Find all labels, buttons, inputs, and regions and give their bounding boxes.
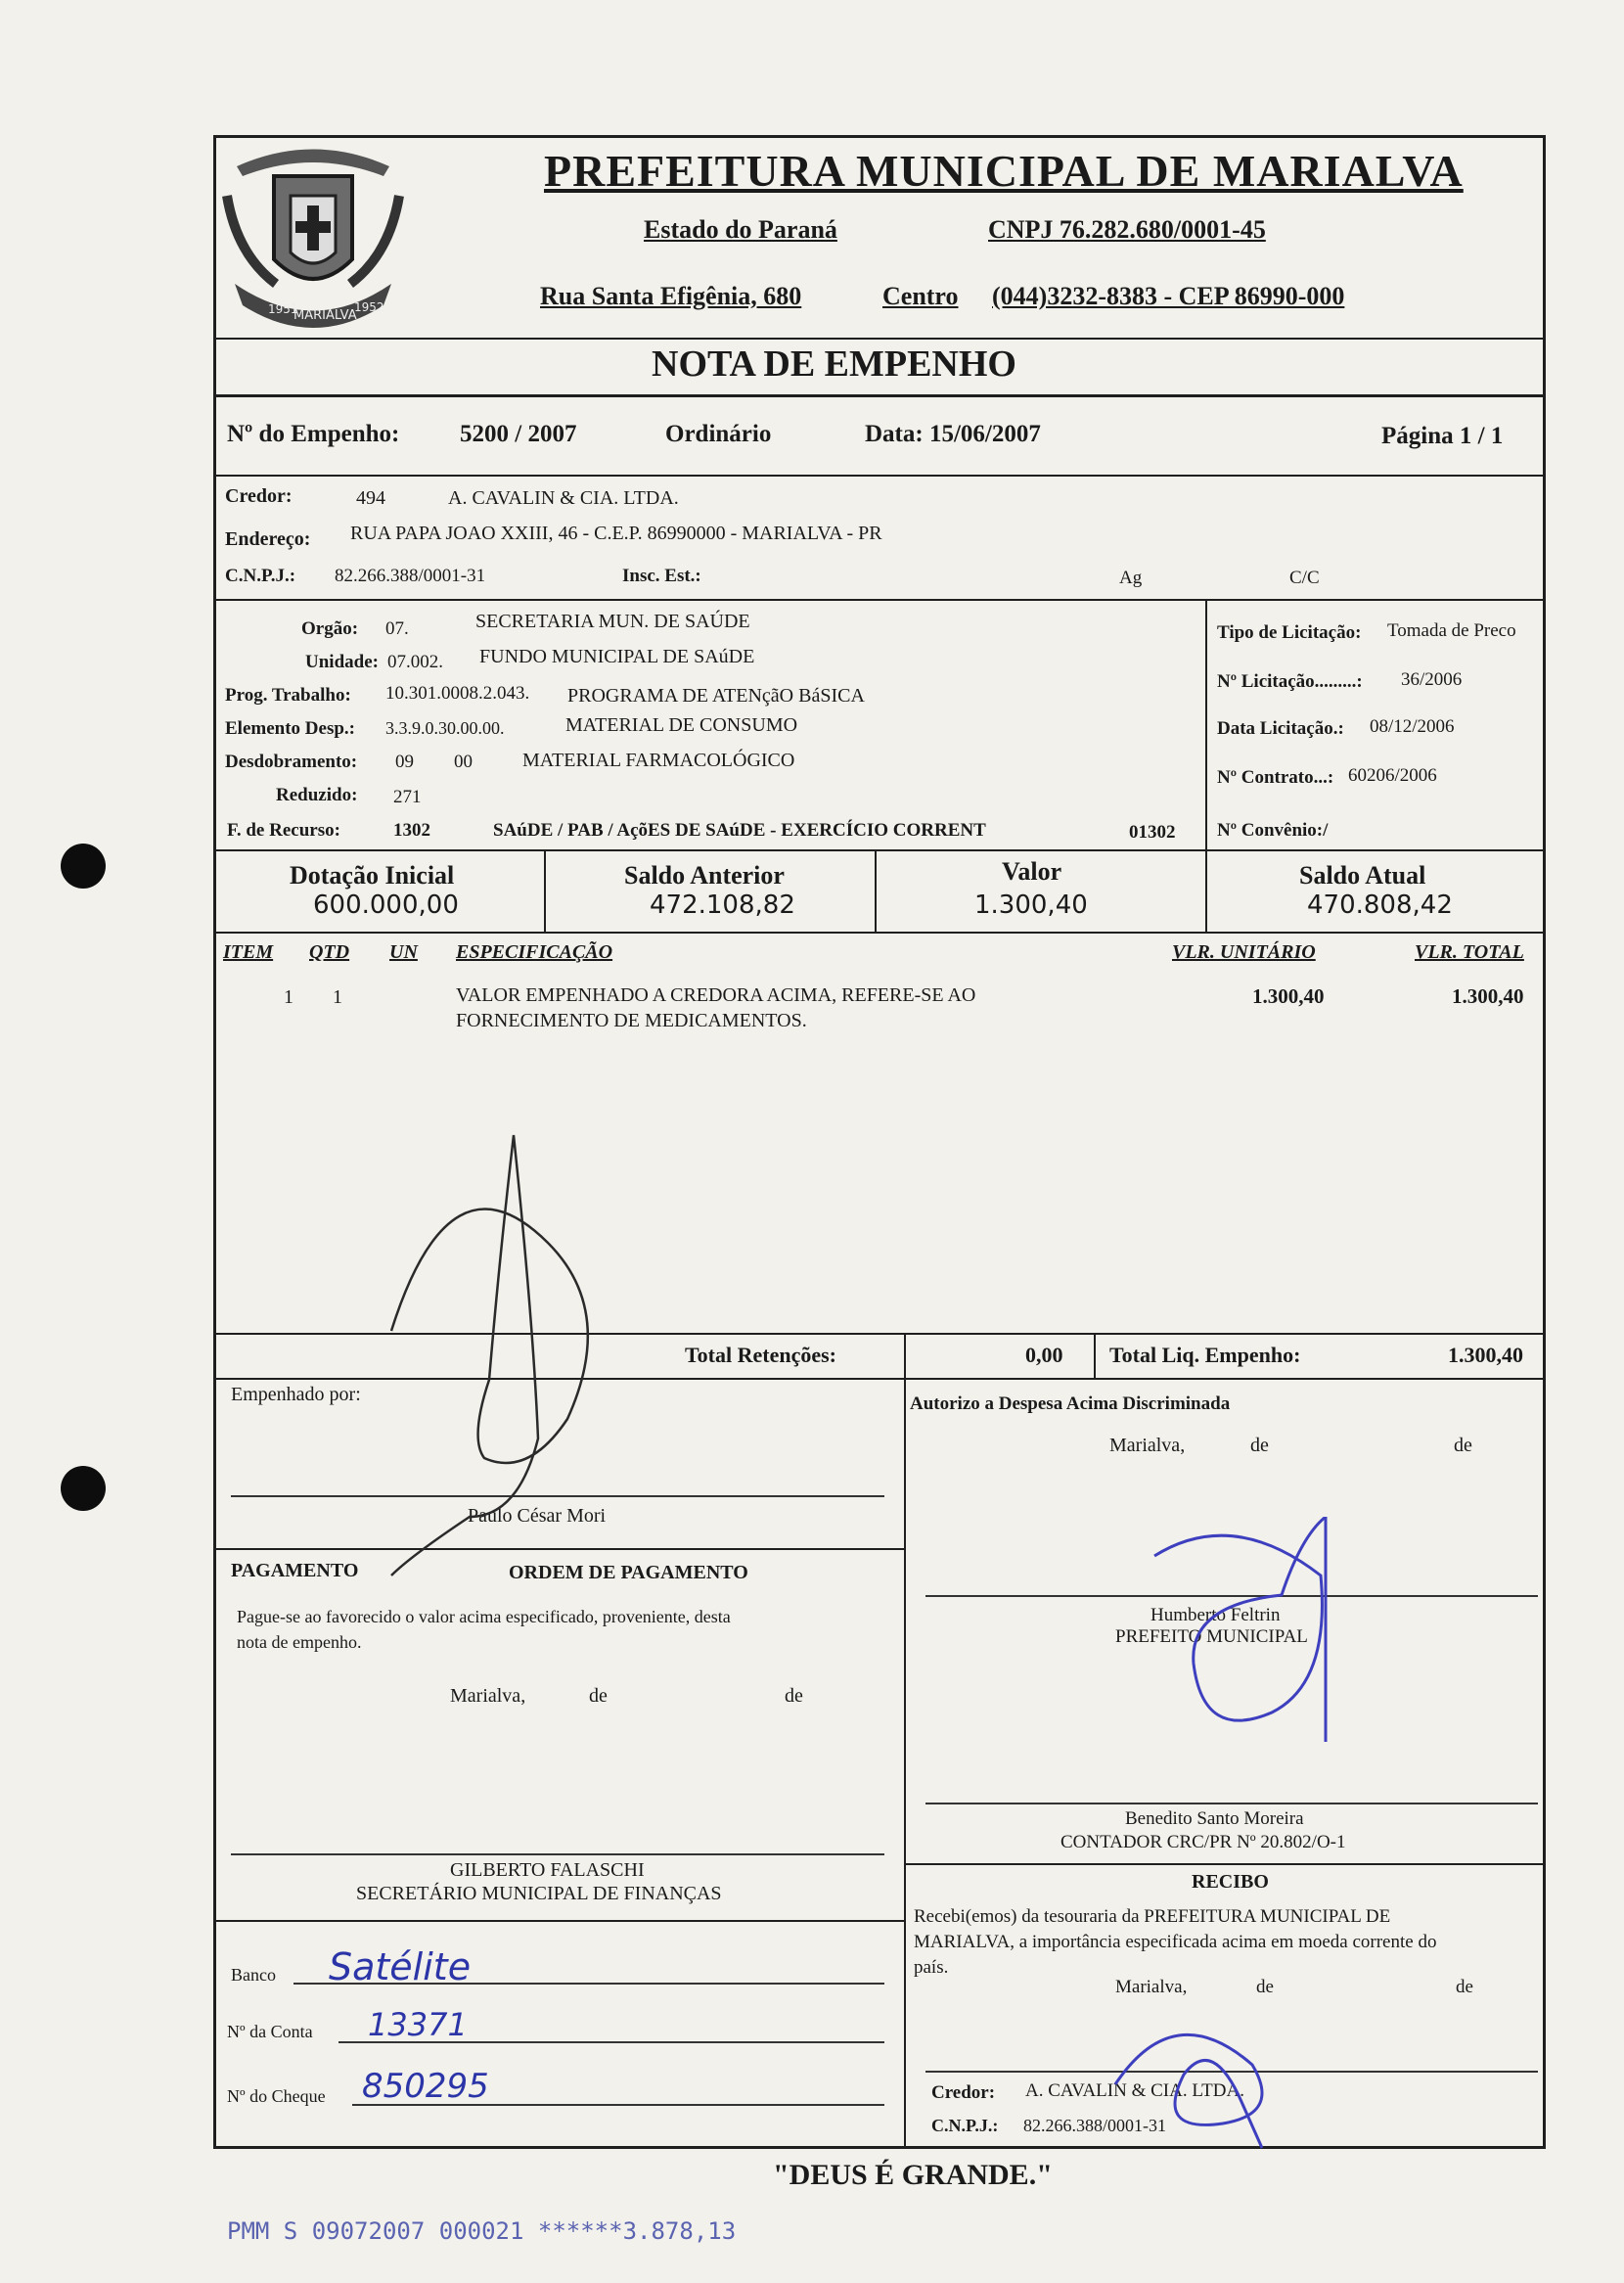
dotacao-inicial-value: 600.000,00: [313, 890, 459, 920]
unidade-name: FUNDO MUNICIPAL DE SAúDE: [479, 646, 755, 667]
recurso-code: 1302: [393, 820, 430, 841]
divider: [875, 849, 877, 932]
header-street: Rua Santa Efigênia, 680: [540, 282, 802, 310]
credor-cnpj: 82.266.388/0001-31: [335, 566, 486, 586]
signature-line: [925, 1803, 1538, 1804]
prefeito-title: PREFEITO MUNICIPAL: [1115, 1626, 1308, 1647]
orgao-label: Orgão:: [301, 618, 359, 639]
svg-text:MARIALVA: MARIALVA: [293, 308, 357, 323]
total-liquido-value: 1.300,40: [1448, 1343, 1523, 1367]
unidade-code: 07.002.: [387, 652, 443, 672]
svg-text:1951: 1951: [268, 302, 298, 316]
recibo-text-line2: MARIALVA, a importância especificada acima em moeda corrente do: [914, 1932, 1437, 1952]
divider: [213, 394, 1546, 397]
signature-scribble-blue-credor: [1096, 1957, 1291, 2153]
ordem-pagamento-title: ORDEM DE PAGAMENTO: [509, 1562, 748, 1583]
divider: [904, 1863, 1546, 1865]
item-description-line2: FORNECIMENTO DE MEDICAMENTOS.: [456, 1010, 807, 1031]
convenio-label: Nº Convênio:/: [1217, 820, 1329, 841]
elemento-name: MATERIAL DE CONSUMO: [565, 714, 798, 736]
prog-trabalho-label: Prog. Trabalho:: [225, 685, 351, 706]
recibo-de1: de: [1256, 1977, 1274, 1997]
desdobramento-code1: 09: [395, 752, 414, 772]
recurso-name: SAúDE / PAB / AçõES DE SAúDE - EXERCÍCIO CORRENT: [493, 820, 986, 841]
divider: [1094, 1333, 1096, 1378]
punch-hole-bottom: [61, 1466, 106, 1511]
banco-value: Satélite: [329, 1945, 472, 1988]
cnpj-label: C.N.P.J.:: [225, 566, 296, 586]
divider: [544, 849, 546, 932]
recibo-cnpj-value: 82.266.388/0001-31: [1023, 2116, 1166, 2135]
elemento-code: 3.3.9.0.30.00.00.: [385, 718, 505, 738]
divider: [1205, 599, 1207, 849]
credor-code: 494: [356, 487, 385, 509]
autorizo-text: Autorizo a Despesa Acima Discriminada: [910, 1393, 1231, 1414]
credor-address: RUA PAPA JOAO XXIII, 46 - C.E.P. 86990000 - MARIALVA - PR: [350, 523, 882, 544]
recibo-credor-name: A. CAVALIN & CIA. LTDA.: [1025, 2080, 1244, 2101]
divider: [1205, 849, 1207, 932]
recibo-text-line3: país.: [914, 1957, 949, 1978]
page-number: Página 1 / 1: [1381, 423, 1504, 449]
item-unit-value: 1.300,40: [1252, 984, 1325, 1008]
col-item-header: ITEM: [223, 941, 274, 963]
insc-est-label: Insc. Est.:: [622, 566, 701, 586]
saldo-anterior-label: Saldo Anterior: [624, 861, 785, 890]
saldo-atual-label: Saldo Atual: [1299, 861, 1426, 890]
municipal-crest-icon: [217, 137, 409, 333]
autorizo-marialva: Marialva,: [1109, 1435, 1186, 1456]
secretario-name: GILBERTO FALASCHI: [450, 1859, 645, 1881]
desdobramento-label: Desdobramento:: [225, 752, 358, 772]
divider: [213, 599, 1546, 601]
licitacao-tipo: Tomada de Preco: [1387, 620, 1516, 641]
conta-label: Nº da Conta: [227, 2022, 313, 2041]
header-state: Estado do Paraná: [644, 215, 837, 244]
prefeito-name: Humberto Feltrin: [1150, 1605, 1281, 1625]
header-centro: Centro: [882, 282, 959, 310]
divider: [213, 338, 1546, 340]
prog-trabalho-name: PROGRAMA DE ATENçãO BáSICA: [567, 685, 865, 707]
prog-trabalho-code: 10.301.0008.2.043.: [385, 683, 530, 704]
ordem-de1: de: [589, 1685, 608, 1707]
recibo-cnpj-label: C.N.P.J.:: [931, 2116, 999, 2135]
valor-value: 1.300,40: [974, 890, 1088, 920]
col-espec-header: ESPECIFICAÇÃO: [456, 941, 613, 963]
dotacao-inicial-label: Dotação Inicial: [290, 861, 455, 890]
pagamento-title: PAGAMENTO: [231, 1560, 359, 1581]
total-retencoes-label: Total Retenções:: [685, 1343, 836, 1367]
item-qtd: 1: [333, 986, 342, 1008]
divider: [904, 1333, 906, 1378]
autorizo-de1: de: [1250, 1435, 1269, 1456]
saldo-anterior-value: 472.108,82: [650, 890, 795, 920]
empenho-number: 5200 / 2007: [460, 421, 577, 447]
unidade-label: Unidade:: [305, 652, 379, 672]
total-retencoes-value: 0,00: [1025, 1343, 1063, 1367]
recibo-marialva: Marialva,: [1115, 1977, 1188, 1997]
divider: [904, 1378, 906, 2149]
conta-value: 13371: [368, 2006, 468, 2043]
signature-scribble-blue-prefeito: [1135, 1517, 1340, 1752]
orgao-code: 07.: [385, 618, 409, 639]
empenho-date: Data: 15/06/2007: [865, 421, 1041, 447]
contador-title: CONTADOR CRC/PR Nº 20.802/O-1: [1060, 1832, 1346, 1852]
signature-line: [231, 1853, 884, 1855]
motto: "DEUS É GRANDE.": [773, 2159, 1053, 2191]
licitacao-num-label: Nº Licitação.........:: [1217, 671, 1363, 692]
col-vlr-unit-header: VLR. UNITÁRIO: [1172, 941, 1316, 963]
signature-scribble-black: [372, 1125, 626, 1585]
cheque-label: Nº do Cheque: [227, 2086, 326, 2106]
header-cnpj: CNPJ 76.282.680/0001-45: [988, 215, 1266, 244]
empenho-number-label: Nº do Empenho:: [227, 421, 400, 447]
reduzido-label: Reduzido:: [276, 785, 358, 805]
svg-text:1952: 1952: [354, 300, 384, 314]
punch-hole-top: [61, 844, 106, 889]
elemento-label: Elemento Desp.:: [225, 718, 355, 739]
reduzido-value: 271: [393, 787, 422, 807]
item-total-value: 1.300,40: [1452, 984, 1524, 1008]
licitacao-tipo-label: Tipo de Licitação:: [1217, 622, 1362, 643]
item-description-line1: VALOR EMPENHADO A CREDORA ACIMA, REFERE-SE AO: [456, 984, 976, 1006]
recurso-label: F. de Recurso:: [227, 820, 340, 841]
valor-label: Valor: [1002, 857, 1062, 886]
recibo-de2: de: [1456, 1977, 1473, 1997]
divider: [213, 1920, 904, 1922]
col-qtd-header: QTD: [309, 941, 350, 963]
col-un-header: UN: [389, 941, 418, 963]
item-number: 1: [284, 986, 293, 1008]
autorizo-de2: de: [1454, 1435, 1472, 1456]
divider: [213, 932, 1546, 934]
licitacao-data: 08/12/2006: [1370, 716, 1455, 737]
cc-label: C/C: [1289, 568, 1320, 588]
empenhado-por-name: Paulo César Mori: [468, 1505, 607, 1527]
saldo-atual-value: 470.808,42: [1307, 890, 1453, 920]
header-title: PREFEITURA MUNICIPAL DE MARIALVA: [544, 146, 1464, 196]
desdobramento-code2: 00: [454, 752, 473, 772]
col-vlr-total-header: VLR. TOTAL: [1415, 941, 1524, 963]
contrato-value: 60206/2006: [1348, 765, 1437, 786]
cheque-value: 850295: [362, 2067, 489, 2106]
endereco-label: Endereço:: [225, 528, 311, 550]
divider: [213, 475, 1546, 477]
secretario-title: SECRETÁRIO MUNICIPAL DE FINANÇAS: [356, 1883, 722, 1904]
recibo-title: RECIBO: [1192, 1871, 1269, 1893]
total-liquido-label: Total Liq. Empenho:: [1109, 1343, 1301, 1367]
header-phone-cep: (044)3232-8383 - CEP 86990-000: [992, 282, 1345, 310]
desdobramento-name: MATERIAL FARMACOLÓGICO: [522, 750, 795, 771]
licitacao-data-label: Data Licitação.:: [1217, 718, 1344, 739]
banco-label: Banco: [231, 1965, 276, 1985]
recibo-text-line1: Recebi(emos) da tesouraria da PREFEITURA MUNICIPAL DE: [914, 1906, 1391, 1927]
credor-name: A. CAVALIN & CIA. LTDA.: [448, 487, 679, 509]
footer-stamp: PMM S 09072007 000021 ******3.878,13: [227, 2217, 737, 2245]
ordem-de2: de: [785, 1685, 803, 1707]
ordem-marialva: Marialva,: [450, 1685, 526, 1707]
contador-name: Benedito Santo Moreira: [1125, 1808, 1304, 1829]
divider: [213, 849, 1546, 851]
credor-label: Credor:: [225, 485, 293, 507]
recibo-credor-label: Credor:: [931, 2082, 996, 2103]
contrato-label: Nº Contrato...:: [1217, 767, 1334, 788]
ag-label: Ag: [1119, 568, 1143, 588]
pague-text-line1: Pague-se ao favorecido o valor acima especificado, proveniente, desta: [237, 1607, 731, 1626]
orgao-name: SECRETARIA MUN. DE SAÚDE: [475, 611, 750, 632]
empenho-type: Ordinário: [665, 421, 772, 447]
empenhado-por-label: Empenhado por:: [231, 1384, 361, 1405]
document-title: NOTA DE EMPENHO: [652, 343, 1016, 385]
licitacao-num: 36/2006: [1401, 669, 1463, 690]
recurso-code2: 01302: [1129, 822, 1176, 843]
pague-text-line2: nota de empenho.: [237, 1632, 362, 1652]
